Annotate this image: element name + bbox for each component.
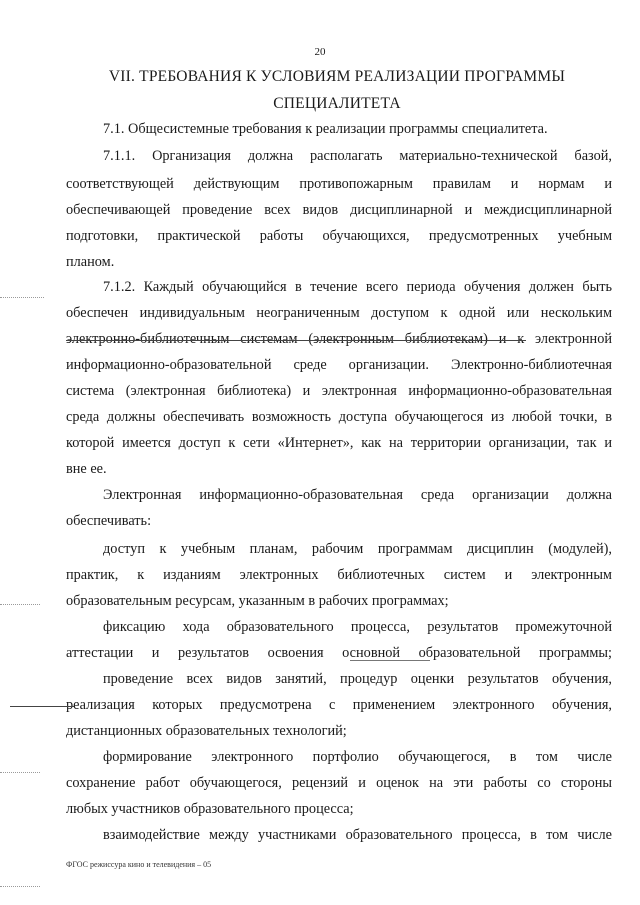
list-item-line: сохранение работ обучающегося, рецензий и оценок на эти работы со стороны — [66, 775, 612, 791]
paragraph-line: Электронная информационно-образовательная среда организации должна — [103, 487, 612, 503]
list-item-line: реализация которых предусмотрена с применением электронного обучения, — [66, 697, 612, 713]
paragraph-line: обеспечивать: — [66, 513, 152, 529]
list-item-line: образовательным ресурсам, указанным в рабочих программах; — [66, 593, 449, 609]
margin-mark — [0, 297, 44, 298]
paragraph-line: система (электронная библиотека) и электронная информационно-образовательная — [66, 383, 612, 399]
footer-text: ФГОС режиссура кино и телевидения – 05 — [66, 860, 212, 869]
paragraph-line: обеспечивающей проведение всех видов дисциплинарной и междисциплинарной — [66, 202, 612, 218]
list-item-line: проведение всех видов занятий, процедур оценки результатов обучения, — [103, 671, 612, 687]
margin-mark — [0, 604, 40, 605]
paragraph-line: 7.1.2. Каждый обучающийся в течение всего периода обучения должен быть — [103, 279, 612, 295]
margin-mark — [0, 772, 40, 773]
list-item-line: фиксацию хода образовательного процесса, результатов промежуточной — [103, 619, 612, 635]
list-item-line: взаимодействие между участниками образовательного процесса, в том числе — [103, 827, 612, 843]
list-item-line: практик, к изданиям электронных библиотечных систем и электронным — [66, 567, 612, 583]
paragraph-line: информационно-образовательной среде организации. Электронно-библиотечная — [66, 357, 612, 373]
paragraph-line: 7.1. Общесистемные требования к реализации программы специалитета. — [103, 121, 548, 137]
paragraph-line: планом. — [66, 254, 115, 270]
paragraph-line: обеспечен индивидуальным неограниченным доступом к одной или нескольким — [66, 305, 612, 321]
list-item-line: любых участников образовательного процесса; — [66, 801, 354, 817]
page-number: 20 — [314, 46, 326, 58]
section-heading-line-2: СПЕЦИАЛИТЕТА — [273, 95, 401, 112]
list-item-line: дистанционных образовательных технологий; — [66, 723, 347, 739]
list-item-line: доступ к учебным планам, рабочим программам дисциплин (модулей), — [103, 541, 612, 557]
list-item-line: аттестации и результатов освоения основной образовательной программы; — [66, 645, 612, 661]
margin-mark — [0, 886, 40, 887]
strikethrough-mark — [66, 340, 526, 341]
paragraph-line: 7.1.1. Организация должна располагать материально-технической базой, — [103, 148, 612, 164]
section-heading-line-1: VII. ТРЕБОВАНИЯ К УСЛОВИЯМ РЕАЛИЗАЦИИ ПРОГРАММЫ — [108, 68, 566, 85]
paragraph-line: подготовки, практической работы обучающихся, предусмотренных учебным — [66, 228, 612, 244]
paragraph-line: соответствующей действующим противопожарным правилам и нормам и — [66, 176, 612, 192]
paragraph-line: электронно-библиотечным системам (электронным библиотекам) и к электронной — [66, 331, 612, 347]
scan-line-mark — [350, 660, 430, 661]
paragraph-line: вне ее. — [66, 461, 107, 477]
paragraph-line: среда должны обеспечивать возможность доступа обучающегося из любой точки, в — [66, 409, 612, 425]
scan-line-mark — [10, 706, 74, 707]
paragraph-line: которой имеется доступ к сети «Интернет», как на территории организации, так и — [66, 435, 612, 451]
list-item-line: формирование электронного портфолио обучающегося, в том числе — [103, 749, 612, 765]
